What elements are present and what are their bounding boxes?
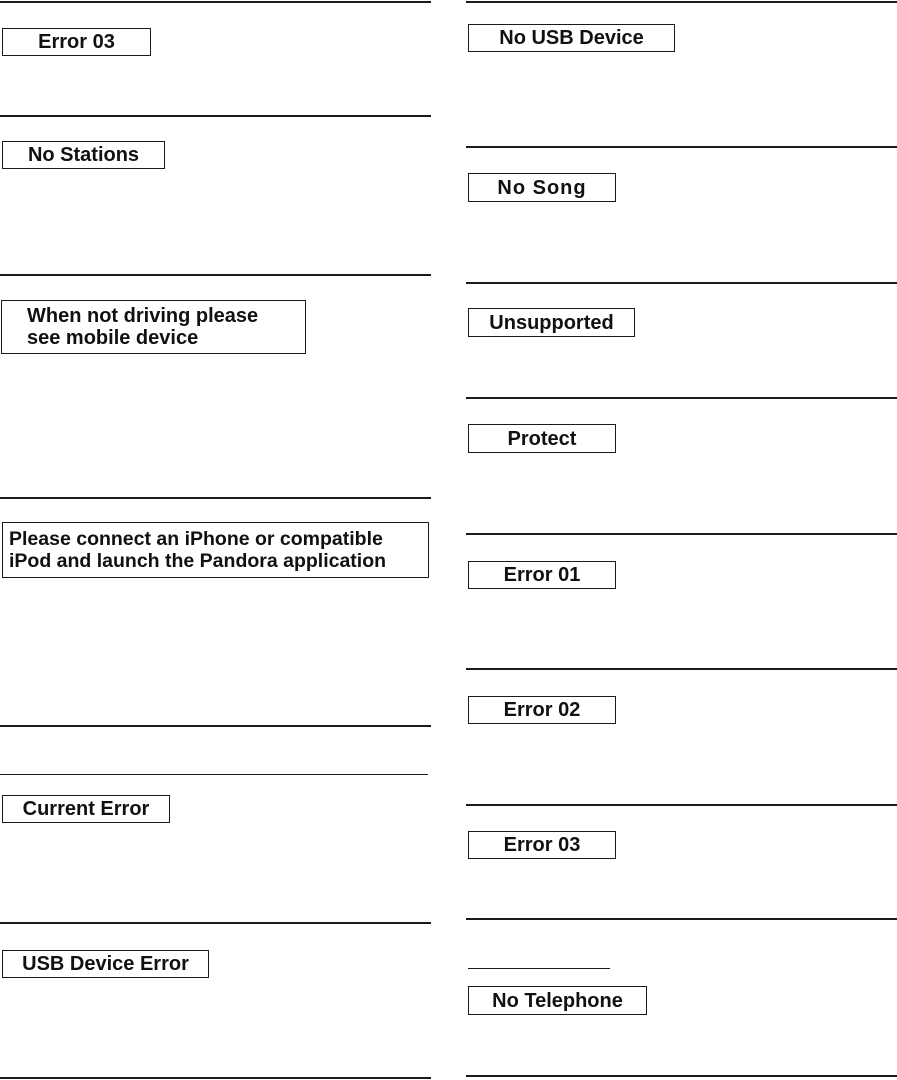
display-message-not-driving (1, 300, 306, 354)
message-text: Error 03 (503, 834, 581, 856)
display-message-unsupported (468, 308, 635, 337)
section-divider (466, 282, 897, 284)
display-message-no-usb-device (468, 24, 675, 52)
display-message-no-stations (2, 141, 165, 169)
display-message-connect-iphone (2, 522, 429, 578)
display-message-error-02 (468, 696, 616, 724)
section-divider (466, 804, 897, 806)
display-message-no-song (468, 173, 616, 202)
message-text: USB Device Error (22, 953, 189, 975)
section-divider (0, 1, 431, 3)
message-text: No Telephone (492, 989, 623, 1012)
section-divider (0, 922, 431, 924)
message-text: No Song (497, 176, 587, 199)
message-text-line1: When not driving please (27, 305, 259, 327)
section-divider (0, 274, 431, 276)
section-divider (466, 397, 897, 399)
display-message-error-01 (468, 561, 616, 589)
display-message-no-telephone (468, 986, 647, 1015)
section-divider (466, 918, 897, 920)
section-divider (0, 497, 431, 499)
message-text: No Stations (27, 144, 140, 166)
message-text: Unsupported (489, 311, 614, 334)
section-underline (0, 774, 428, 775)
message-text: Error 01 (503, 564, 581, 586)
display-message-protect (468, 424, 616, 453)
message-text: No USB Device (499, 27, 644, 49)
section-divider (466, 668, 897, 670)
message-text: Current Error (22, 798, 150, 820)
section-divider (0, 1077, 431, 1079)
message-text-line1: Please connect an iPhone or compatible (9, 528, 383, 550)
message-text: Error 03 (38, 31, 115, 53)
section-divider (0, 725, 431, 727)
section-divider (466, 1075, 897, 1077)
message-text: Error 02 (503, 699, 581, 721)
message-text-line2: iPod and launch the Pandora application (9, 550, 387, 572)
display-message-error-03-right (468, 831, 616, 859)
section-divider (466, 146, 897, 148)
message-text: Protect (507, 427, 577, 450)
section-underline (468, 968, 610, 969)
display-message-error-03 (2, 28, 151, 56)
display-message-current-error (2, 795, 170, 823)
section-divider (0, 115, 431, 117)
section-divider (466, 1, 897, 3)
display-message-usb-device-error (2, 950, 209, 978)
section-divider (466, 533, 897, 535)
message-text-line2: see mobile device (27, 327, 199, 349)
